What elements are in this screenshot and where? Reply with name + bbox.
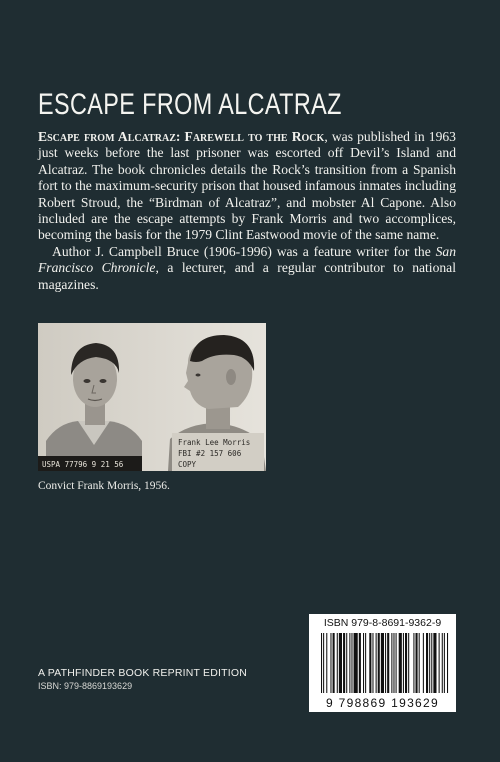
barcode-bar: [343, 633, 345, 693]
paragraph-1-text: , was published in 1963 just weeks before the last prisoner was escorted off Devil’s Island and Alcatraz. The book chronicles details the Rock’s transition from a Spanish fort to the maximum-security prison that housed infamous inmates including Robert Stroud, the “Birdman of Alcatraz”, and mobster Al Capone. Also included are the escape attempts by Frank Morris and two accomplices, becoming the basis for the 1979 Clint Eastwood movie of the same name.: [38, 129, 456, 243]
barcode-bar: [399, 633, 402, 693]
barcode-bar: [439, 633, 440, 693]
barcode-bar: [419, 633, 420, 693]
photo-caption: Convict Frank Morris, 1956.: [38, 480, 170, 492]
barcode-bar: [323, 633, 324, 693]
barcode-bar: [447, 633, 448, 693]
barcode-bar: [330, 633, 331, 693]
barcode-bar: [413, 633, 414, 693]
barcode-bar: [349, 633, 350, 693]
description-paragraph-2: [38, 244, 456, 293]
barcode-bar: [365, 633, 366, 693]
paragraph-2-after: , a lecturer, and a regular contributor to national magazines.: [38, 260, 456, 292]
barcode-bar: [408, 633, 409, 693]
barcode-isbn-label: ISBN 979-8-8691-9362-9: [323, 617, 442, 629]
publisher-block: [38, 667, 247, 691]
barcode-bar: [393, 633, 394, 693]
paragraph-2-before: Author J. Campbell Bruce (1906-1996) was a feature writer for the: [52, 243, 436, 259]
barcode-bar: [405, 633, 407, 693]
barcode-bar: [376, 633, 377, 693]
isbn-line: ISBN: 979-8869193629: [38, 681, 133, 691]
barcode-bar: [339, 633, 342, 693]
barcode-bar: [346, 633, 347, 693]
profile-placard-name: Frank Lee Morris: [178, 438, 251, 447]
isbn-barcode: [309, 614, 456, 712]
barcode-bar: [423, 633, 424, 693]
barcode-bar: [378, 633, 380, 693]
description-paragraph-1: [38, 129, 456, 244]
barcode-bars: [309, 631, 456, 695]
description: [38, 129, 456, 293]
barcode-bar: [369, 633, 371, 693]
profile-placard-fbi: FBI #2 157 606: [178, 449, 242, 458]
barcode-bar: [337, 633, 338, 693]
barcode-bar: [403, 633, 404, 693]
newspaper-name: San Francisco Chronicle: [38, 243, 456, 276]
barcode-bar: [442, 633, 443, 693]
barcode-bar: [354, 633, 358, 693]
barcode-bar: [385, 633, 386, 693]
barcode-bar: [333, 633, 335, 693]
edition-label: A PATHFINDER BOOK REPRINT EDITION: [38, 667, 248, 679]
barcode-bar: [387, 633, 389, 693]
front-placard-text: USPA 77796 9 21 56: [42, 460, 124, 469]
barcode-bar: [416, 633, 418, 693]
mugshot-photo: [38, 323, 266, 471]
barcode-digits: 9 798869 193629: [326, 696, 439, 710]
barcode-bar: [444, 633, 445, 693]
barcode-bar: [396, 633, 397, 693]
barcode-bar: [433, 633, 436, 693]
cover-title: ESCAPE FROM ALCATRAZ: [38, 88, 342, 121]
book-title: Escape from Alcatraz: Farewell to the Rock: [38, 129, 325, 144]
barcode-bar: [351, 633, 352, 693]
barcode-bar: [363, 633, 364, 693]
barcode-bar: [429, 633, 430, 693]
barcode-bar: [359, 633, 361, 693]
barcode-bar: [426, 633, 428, 693]
barcode-bar: [391, 633, 392, 693]
barcode-bar: [381, 633, 384, 693]
barcode-bar: [372, 633, 373, 693]
profile-placard-copy: COPY: [178, 460, 197, 469]
barcode-bar: [326, 633, 327, 693]
barcode-bar: [321, 633, 322, 693]
barcode-bar: [431, 633, 432, 693]
